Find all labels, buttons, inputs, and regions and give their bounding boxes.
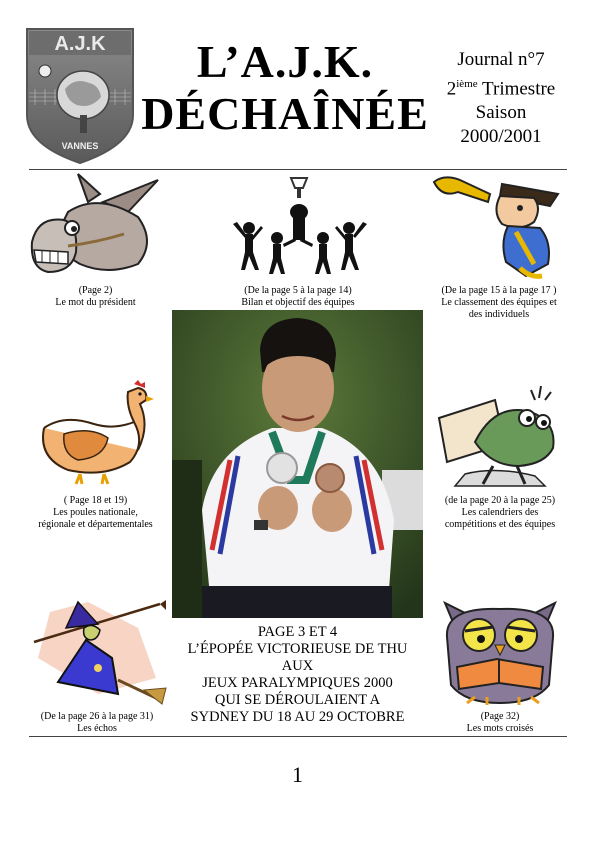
svg-text:VANNES: VANNES	[61, 141, 99, 151]
witch-clipart	[28, 598, 168, 706]
section-poules: ( Page 18 et 19) Les poules nationale, régionale et départementales	[38, 495, 153, 530]
thu-medal-photo	[172, 310, 423, 618]
ajk-vannes-logo	[25, 27, 135, 165]
saison-label: Saison	[475, 102, 527, 124]
title-line-2: DÉCHAÎNÉE	[141, 88, 429, 139]
calendar-frog-clipart	[435, 382, 565, 490]
top-divider	[29, 169, 567, 170]
section-calendriers: (de la page 20 à la page 25) Les calendriers des compétitions et des équipes	[444, 495, 556, 530]
feature-story-headline: PAGE 3 ET 4 L’ÉPOPÉE VICTORIEUSE DE THU AUX JEUX PARALYMPIQUES 2000 QUI SE DÉROULAIENT A SYDNEY DU 18 AU 29 OCTOBRE	[187, 624, 408, 725]
journal-number: Journal n°7	[457, 49, 545, 70]
hen-clipart	[34, 378, 154, 488]
newspaper-title	[140, 36, 430, 140]
section-mots-croises: (Page 32) Les mots croisés	[466, 711, 534, 734]
season-years: 2000/2001	[460, 126, 542, 148]
donkey-clipart	[28, 172, 163, 280]
title-line-1: L’A.J.K.	[196, 36, 374, 87]
issue-info	[436, 48, 566, 149]
bottom-divider	[29, 736, 567, 737]
trumpet-player-clipart	[430, 172, 566, 280]
page-number: 1	[292, 762, 303, 787]
dancing-figures-trophy-clipart	[227, 172, 369, 280]
section-equipes: (De la page 5 à la page 14) Bilan et objectif des équipes	[241, 285, 355, 308]
section-echos: (De la page 26 à la page 31) Les échos	[40, 711, 154, 734]
reading-owl-clipart	[435, 597, 565, 705]
trimestre: 2ième Trimestre	[446, 78, 556, 100]
section-classement: (De la page 15 à la page 17 ) Le classement des équipes et des individuels	[441, 285, 557, 320]
svg-text:A.J.K: A.J.K	[54, 33, 106, 55]
section-president: (Page 2) Le mot du président	[55, 285, 136, 308]
